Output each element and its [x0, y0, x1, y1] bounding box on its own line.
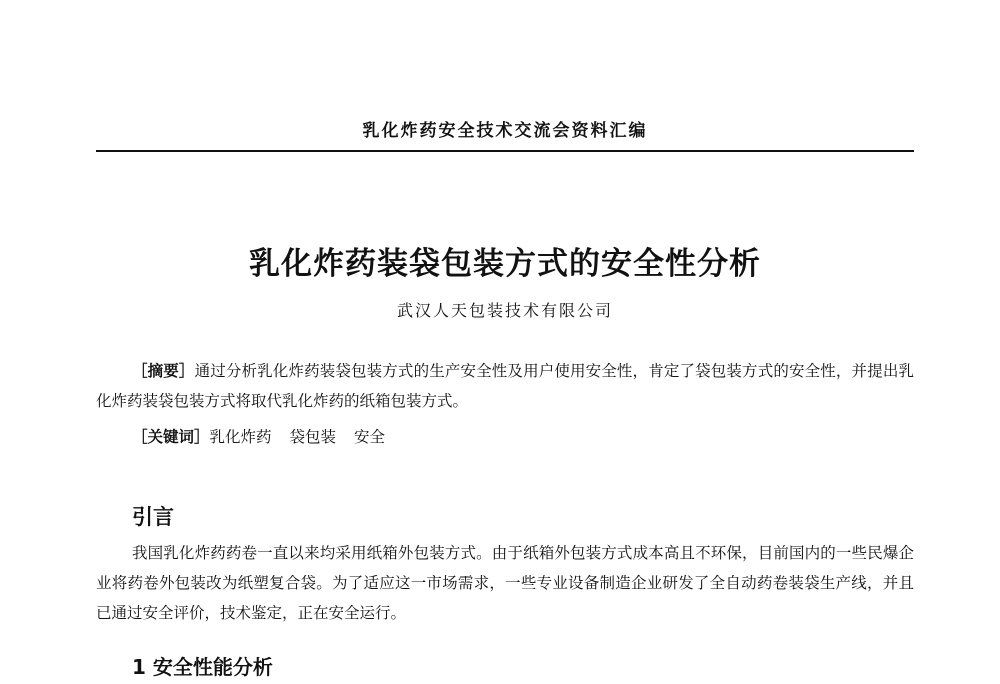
intro-paragraph: 我国乳化炸药药卷一直以来均采用纸箱外包装方式。由于纸箱外包装方式成本高且不环保，目前国内的一些民爆企业将药卷外包装改为纸塑复合袋。为了适应这一市场需求，一些专业设备制造企业研发了全自动药卷装袋生产线，并且已通过安全评价，技术鉴定，正在安全运行。: [96, 544, 914, 622]
keyword: 乳化炸药: [209, 428, 272, 446]
keyword: 袋包装: [289, 428, 337, 446]
article-author: 武汉人天包装技术有限公司: [396, 301, 613, 320]
abstract-label: ［摘要］: [132, 362, 195, 380]
running-header: 乳化炸药安全技术交流会资料汇编: [362, 121, 648, 141]
article-title: 乳化炸药装袋包装方式的安全性分析: [249, 246, 761, 282]
abstract-text: 通过分析乳化炸药装袋包装方式的生产安全性及用户使用安全性，肯定了袋包装方式的安全性，并提出乳化炸药装袋包装方式将取代乳化炸药的纸箱包装方式。: [96, 362, 914, 410]
abstract: [96, 356, 914, 416]
keywords: [132, 422, 403, 452]
section-heading-intro: 引言: [132, 505, 174, 529]
header-rule: [96, 150, 914, 152]
section-heading-1: 1 安全性能分析: [132, 655, 273, 679]
keyword: 安全: [354, 428, 386, 446]
keywords-label: ［关键词］: [132, 428, 210, 446]
